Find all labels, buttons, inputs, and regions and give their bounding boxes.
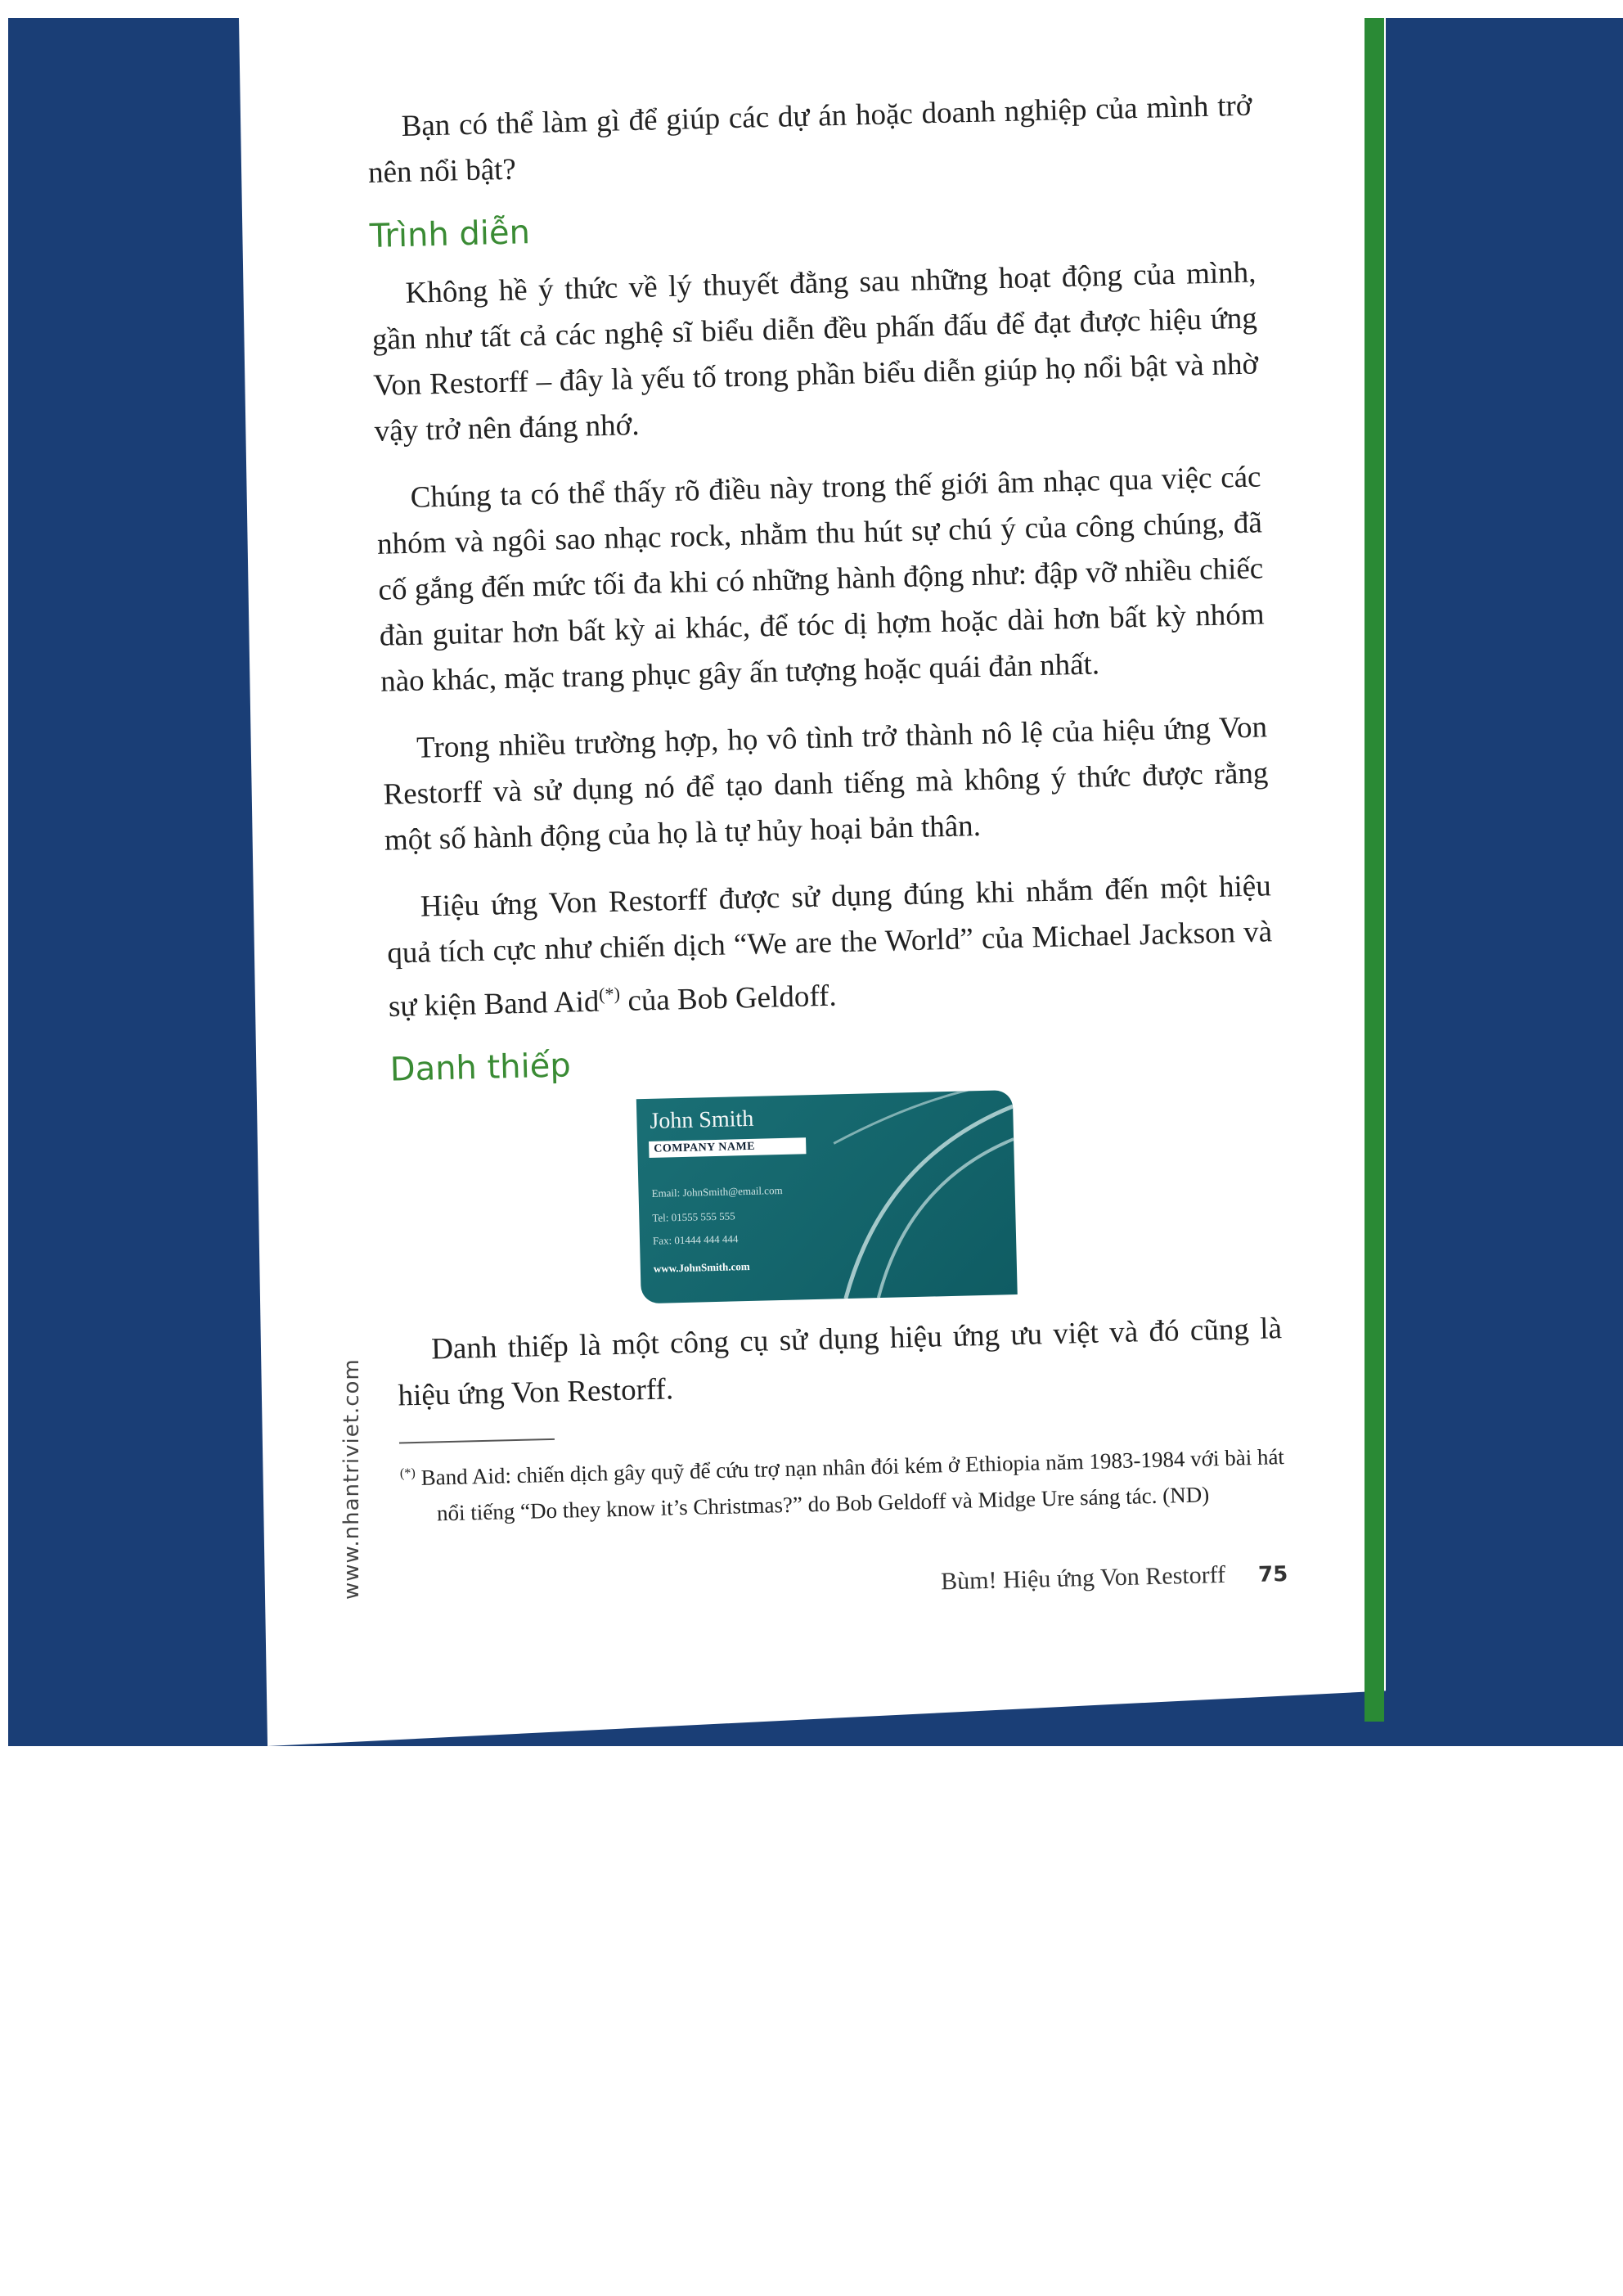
- paragraph-text: Hiệu ứng Von Restorff được sử dụng đúng khi nhắm đến một hiệu quả tích cực như chiến dịch “We are the World” của Michael Jackson và sự kiện Band Aid: [386, 869, 1273, 1024]
- card-company: COMPANY NAME: [649, 1138, 806, 1159]
- card-fax: Fax: 01444 444 444: [652, 1232, 739, 1248]
- footnote-text: Band Aid: chiến dịch gây quỹ để cứu trợ nạn nhân đói kém ở Ethiopia năm 1983-1984 với bài hát nổi tiếng “Do they know it’s Christmas?” do Bob Geldoff và Midge Ure sáng tác. (ND): [415, 1444, 1285, 1526]
- intro-paragraph: Bạn có thể làm gì để giúp các dự án hoặc doanh nghiệp của mình trở nên nổi bật?: [367, 88, 1252, 190]
- footnote-marker: (*): [399, 1465, 416, 1481]
- body-paragraph: Trong nhiều trường hợp, họ vô tình trở thành nô lệ của hiệu ứng Von Restorff và sử dụng nó để tạo danh tiếng mà không ý thức được rằng một số hành động của họ là tự hủy hoại bản thân.: [383, 710, 1269, 858]
- page-content: [366, 83, 1288, 1609]
- section-heading-danh-thiep: Danh thiếp: [389, 1047, 572, 1089]
- business-card-image: [636, 1090, 1018, 1303]
- publisher-url: www.nhantriviet.com: [339, 1358, 364, 1600]
- card-email: Email: JohnSmith@email.com: [651, 1184, 783, 1200]
- card-name: John Smith: [650, 1106, 754, 1135]
- body-paragraph: Chúng ta có thể thấy rõ điều này trong thế giới âm nhạc qua việc các nhóm và ngôi sao nhạc rock, nhằm thu hút sự chú ý của công chúng, đã cố gắng đến mức tối đa khi có những hành động như: đập vỡ nhiều chiếc đàn guitar hơn bất kỳ ai khác, để tóc dị hợm hoặc dài hơn bất kỳ nhóm nào khác, mặc trang phục gây ấn tượng hoặc quái đản nhất.: [376, 460, 1266, 699]
- body-paragraph-card: Danh thiếp là một công cụ sử dụng hiệu ứng ưu việt và đó cũng là hiệu ứng Von Restorff.: [398, 1312, 1283, 1413]
- footnote-divider: [399, 1438, 555, 1444]
- body-paragraph: Không hề ý thức về lý thuyết đằng sau những hoạt động của mình, gần như tất cả các nghệ sĩ biểu diễn đều phấn đấu để đạt được hiệu ứng Von Restorff – đây là yếu tố trong phần biểu diễn giúp họ nổi bật và nhờ vậy trở nên đáng nhớ.: [371, 255, 1259, 448]
- running-title: Bùm! Hiệu ứng Von Restorff: [940, 1561, 1226, 1596]
- card-tel: Tel: 01555 555 555: [652, 1209, 735, 1225]
- footnote-marker: (*): [598, 983, 621, 1005]
- footnote: [399, 1434, 1286, 1532]
- page-edge-stripe: [1364, 18, 1384, 1722]
- page-number: 75: [1257, 1562, 1288, 1588]
- section-heading-trinh-dien: Trình diễn: [369, 214, 531, 255]
- card-website: www.JohnSmith.com: [653, 1260, 750, 1276]
- paragraph-text: của Bob Geldoff.: [619, 979, 838, 1019]
- body-paragraph-band-aid: [385, 863, 1274, 1030]
